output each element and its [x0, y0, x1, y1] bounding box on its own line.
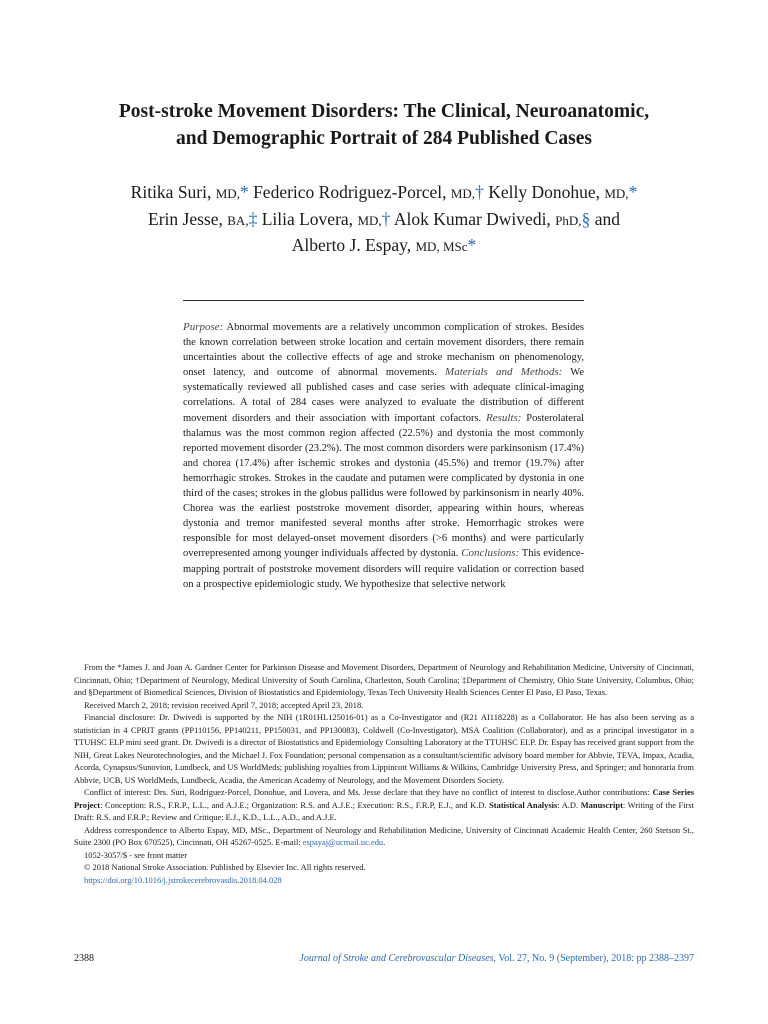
- journal-details: , Vol. 27, No. 9 (September), 2018: pp 2388–2397: [493, 953, 694, 964]
- case-series-label: Case Series Project: [74, 787, 694, 810]
- author-degree: PhD,: [555, 212, 582, 228]
- purpose-text: Abnormal movements are a relatively uncommon complication of strokes. Besides the known correlation between stroke location and certain movement disorders, there remain uncertainties about the collective effects of age and stroke mechanism on phenomenology, onset latency, and outcome of abnormal movements.: [183, 322, 585, 379]
- author-name: Alberto J. Espay,: [291, 235, 412, 255]
- case-series-text: : Conception: R.S., F.R.P., L.L., and A.J.E.; Organization: R.S. and A.J.E.; Execution: R.S., F.R.P, E.J., and K.D.: [100, 799, 487, 810]
- abstract-body: [183, 320, 584, 592]
- author-name: Lilia Lovera,: [261, 208, 354, 229]
- results-text: Posterolateral thalamus was the most common region affected (22.5%) and dystonia the most commonly reported movement disorder (23.2%). The most common disorders were parkinsonism (17.4%) and chorea (17.4%) after ischemic strokes and dystonia (45.5%) and tremor (19.7%) after hemorrhagic strokes. Strokes in the caudate and putamen were complicated by dystonia in one third of the cases; strokes in the globus pallidus were followed by parkinsonism in nearly 40%. Chorea was the earliest poststroke movement disorder, appearing within hours, whereas dystonia and tremor manifested several months after stroke. Hemorrhagic strokes were responsible for most delayed-onset movement disorders (>6 months) and were particularly overrepresented among younger individuals affected by dystonia.: [183, 412, 585, 560]
- methods-text: We systematically reviewed all published cases and case series with adequate clinical-imaging correlations. A total of 284 cases were analyzed to evaluate the distribution of different movement disorders and their association with important cofactors.: [183, 367, 585, 424]
- affiliations-note: From the *James J. and Joan A. Gardner Center for Parkinson Disease and Movement Disorders, Department of Neurology and Rehabilitation Medicine, University of Cincinnati, Cincinnati, Ohio; †Department of Neurology, Medical University of South Carolina, Charleston, South Carolina; ‡Department of Chemistry, Ohio State University, Columbus, Ohio; and §Department of Biomedical Sciences, Division of Biostatistics and Epidemiology, Texas Tech University Health Sciences Center El Paso, El Paso, Texas.: [74, 662, 694, 697]
- financial-disclosure: Financial disclosure: Dr. Dwivedi is supported by the NIH (1R01HL125016-01) as a Co-Investigator and (R21 AI118228) as a Collaborator. He has also been serving as a statistician in 4 CPRIT grants (PP110156, PP140211, PP150031, and PP130083), Coldwell (Co-Investigator), MSA Coalition (Collaborator), and as a principal investigator in a TTUHSC ELP mini seed grant. Dr. Dwivedi is a director of Biostatistics and Epidemiology Consulting Laboratory at the TTUHSC ELP. Dr. Espay has received grant support from the NIH, Great Lakes Neurotechnologies, and the Michael J. Fox Foundation; personal compensation as a consultant/scientific advisory board member for Abbvie, TEVA, Impax, Acadia, Acorda, Cynapsus/Sunovion, Lundbeck, and US WorldMeds; publishing royalties from Lippincott Williams & Wilkins, Cambridge University Press, and Springer; and honoraria from Abbvie, UCB, US WorldMeds, Lundbeck, Acadia, the American Academy of Neurology, and the Movement Disorders Society.: [74, 712, 694, 785]
- abstract-divider: [183, 300, 584, 301]
- author-line-2: [60, 207, 708, 234]
- manuscript-label: Manuscript: [580, 799, 623, 810]
- email-period: .: [383, 837, 386, 847]
- author-list: [60, 180, 708, 260]
- author-line-3: [60, 233, 708, 260]
- author-degree: BA,: [227, 212, 249, 228]
- conclusions-heading: Conclusions:: [461, 547, 520, 560]
- affiliation-mark[interactable]: †: [381, 208, 391, 229]
- methods-heading: Materials and Methods:: [445, 366, 563, 379]
- manuscript-text: : Writing of the First Draft: R.S. and F.R.P.; Review and Critique: E.J., K.D., L.L., A.D., and A.J.E.: [74, 799, 694, 822]
- statistical-analysis-label: Statistical Analysis: [489, 799, 558, 810]
- affiliation-mark[interactable]: *: [239, 182, 249, 202]
- affiliation-mark[interactable]: ‡: [248, 208, 258, 229]
- affiliation-mark[interactable]: §: [581, 208, 591, 229]
- author-name: Alok Kumar Dwivedi,: [393, 208, 551, 229]
- author-line-1: [60, 180, 708, 207]
- footnotes: [74, 661, 694, 886]
- statistical-analysis-text: : A.D.: [557, 799, 579, 810]
- author-name: Erin Jesse,: [148, 208, 223, 229]
- author-name: Federico Rodriguez-Porcel,: [253, 182, 447, 202]
- email-link[interactable]: espayaj@ucmail.uc.edu: [302, 837, 384, 847]
- abstract: [183, 320, 584, 592]
- address-text: Address correspondence to Alberto Espay, MD, MSc., Department of Neurology and Rehabilitation Medicine, University of Cincinnati Academic Health Center, 260 Stetson St., Suite 2300 (PO Box 670525), Cincinnati, OH 45267-0525. E-mail:: [74, 824, 694, 847]
- author-degree: MD,: [450, 186, 476, 201]
- affiliation-mark[interactable]: †: [475, 182, 484, 202]
- article-title: [60, 98, 708, 152]
- journal-name: Journal of Stroke and Cerebrovascular Diseases: [299, 953, 494, 964]
- author-degree: MD, MSc: [415, 239, 468, 254]
- author-degree: MD,: [357, 212, 382, 228]
- purpose-heading: Purpose:: [183, 321, 224, 333]
- conflict-contributions: [74, 786, 694, 824]
- author-conjunction: and: [594, 208, 620, 229]
- affiliation-mark[interactable]: *: [467, 235, 477, 255]
- affiliation-mark[interactable]: *: [628, 182, 638, 202]
- copyright-note: © 2018 National Stroke Association. Published by Elsevier Inc. All rights reserved.: [84, 862, 366, 872]
- author-degree: MD,: [215, 186, 240, 201]
- page-number: 2388: [74, 953, 94, 964]
- author-name: Kelly Donohue,: [488, 182, 600, 202]
- journal-citation[interactable]: [299, 953, 694, 964]
- author-name: Ritika Suri,: [130, 182, 212, 202]
- doi-link[interactable]: https://doi.org/10.1016/j.jstrokecerebrovasdis.2018.04.028: [84, 874, 282, 885]
- issn-note: 1052-3057/$ - see front matter: [84, 849, 188, 860]
- conflict-text: Conflict of interest: Drs. Suri, Rodriguez-Porcel, Donohue, and Lovera, and Ms. Jesse declare that they have no conflict of interest to disclose.Author contributions:: [84, 787, 650, 797]
- title-line-1: Post-stroke Movement Disorders: The Clinical, Neuroanatomic,: [118, 101, 650, 122]
- results-heading: Results:: [486, 411, 522, 424]
- author-degree: MD,: [604, 186, 629, 201]
- received-note: Received March 2, 2018; revision received April 7, 2018; accepted April 23, 2018.: [84, 699, 364, 710]
- conclusions-text: This evidence-mapping portrait of poststroke movement disorders will require validation or correction based on a prospective epidemiologic study. We hypothesize that selective network: [183, 548, 585, 590]
- title-line-2: and Demographic Portrait of 284 Published Cases: [176, 128, 592, 149]
- correspondence-note: [74, 824, 694, 849]
